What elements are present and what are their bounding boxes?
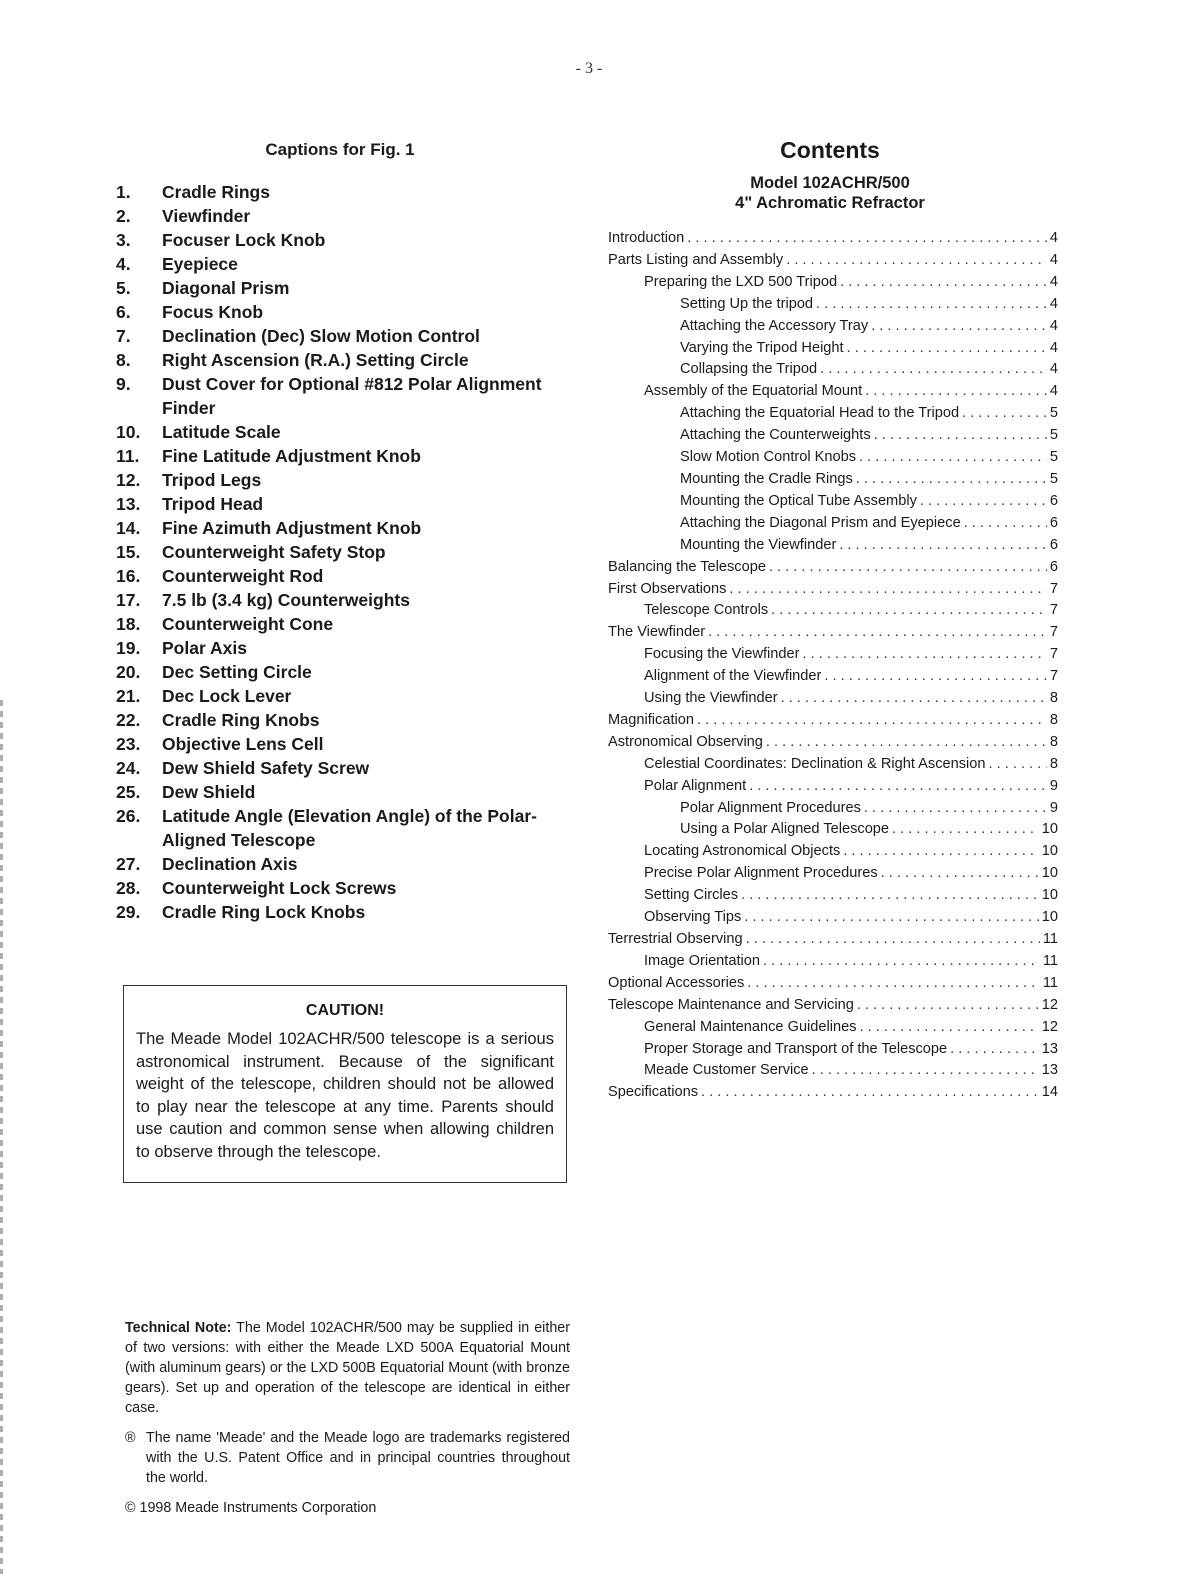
- caption-number: 11.: [116, 446, 140, 466]
- toc-entry: [608, 754, 1058, 776]
- toc-entry-title: Proper Storage and Transport of the Telescope: [644, 1040, 948, 1057]
- toc-dot-leader: [989, 754, 1047, 776]
- technical-note-label: Technical Note:: [125, 1320, 232, 1336]
- caption-item: [116, 708, 566, 732]
- caption-item: [116, 756, 566, 780]
- toc-entry-title: Locating Astronomical Objects: [644, 843, 841, 860]
- caption-item: [116, 180, 566, 204]
- toc-entry-title: Magnification: [608, 711, 694, 728]
- caption-item: [116, 228, 566, 252]
- toc-entry: [608, 338, 1058, 360]
- toc-entry-page: 12: [1041, 1018, 1058, 1035]
- toc-entry-page: 8: [1049, 755, 1058, 772]
- toc-entry-page: 9: [1049, 799, 1058, 816]
- caption-number: 23.: [116, 734, 141, 754]
- toc-dot-leader: [864, 798, 1047, 820]
- toc-entry: [608, 644, 1058, 666]
- toc-entry-title: Collapsing the Tripod: [680, 361, 818, 378]
- caption-item: [116, 516, 566, 540]
- toc-entry-page: 10: [1041, 909, 1058, 926]
- toc-dot-leader: [865, 381, 1047, 403]
- toc-entry-page: 8: [1049, 733, 1058, 750]
- toc-entry-title: Celestial Coordinates: Declination & Right Ascension: [644, 755, 986, 772]
- caption-number: 14.: [116, 518, 141, 538]
- toc-entry-page: 5: [1049, 427, 1058, 444]
- caption-text: 7.5 lb (3.4 kg) Counterweights: [162, 590, 410, 610]
- caption-number: 4.: [116, 254, 131, 274]
- registered-icon: ®: [125, 1430, 136, 1446]
- toc-entry-page: 4: [1049, 383, 1058, 400]
- caption-item: [116, 780, 566, 804]
- toc-entry-page: 11: [1042, 931, 1058, 947]
- caption-number: 13.: [116, 494, 141, 514]
- toc-entry-title: Image Orientation: [644, 952, 761, 969]
- table-of-contents: [608, 228, 1058, 1104]
- toc-entry-page: 14: [1041, 1084, 1058, 1101]
- caption-item: [116, 804, 566, 852]
- toc-entry-page: 4: [1049, 317, 1058, 334]
- caption-text: Dec Setting Circle: [162, 662, 312, 682]
- caption-text: Focus Knob: [162, 302, 264, 322]
- caption-text: Eyepiece: [162, 254, 238, 274]
- toc-entry-title: Mounting the Cradle Rings: [680, 470, 853, 487]
- toc-entry-title: The Viewfinder: [608, 624, 706, 641]
- toc-dot-leader: [687, 228, 1047, 250]
- toc-entry: [608, 250, 1058, 272]
- toc-dot-leader: [962, 403, 1047, 425]
- toc-dot-leader: [812, 1060, 1039, 1082]
- caption-number: 12.: [116, 470, 141, 490]
- toc-dot-leader: [771, 600, 1047, 622]
- toc-entry-page: 6: [1049, 492, 1058, 509]
- toc-entry: [608, 1082, 1058, 1104]
- toc-entry-page: 13: [1041, 1040, 1058, 1057]
- caption-item: [116, 564, 566, 588]
- toc-dot-leader: [839, 535, 1047, 557]
- toc-entry-page: 8: [1049, 690, 1058, 707]
- toc-entry-title: General Maintenance Guidelines: [644, 1018, 857, 1035]
- toc-entry-page: 4: [1049, 273, 1058, 290]
- caption-text: Latitude Scale: [162, 422, 281, 442]
- toc-entry: [608, 469, 1058, 491]
- copyright-notice: © 1998 Meade Instruments Corporation: [125, 1500, 377, 1516]
- toc-entry-title: Setting Up the tripod: [680, 295, 814, 312]
- toc-entry: [608, 579, 1058, 601]
- caption-item: [116, 300, 566, 324]
- caption-item: [116, 636, 566, 660]
- toc-entry-page: 11: [1042, 974, 1058, 991]
- trademark-text: The name 'Meade' and the Meade logo are trademarks registered with the U.S. Patent Office and in principal countries throughout the world.: [146, 1430, 570, 1486]
- toc-entry-page: 6: [1049, 558, 1058, 575]
- toc-entry: [608, 841, 1058, 863]
- toc-entry-title: Mounting the Optical Tube Assembly: [680, 492, 917, 509]
- caption-number: 20.: [116, 662, 141, 682]
- caption-item: [116, 252, 566, 276]
- caption-text: Tripod Legs: [162, 470, 262, 490]
- caption-number: 16.: [116, 566, 141, 586]
- toc-entry-page: 12: [1041, 996, 1058, 1013]
- toc-dot-leader: [763, 951, 1040, 973]
- caption-text: Diagonal Prism: [162, 278, 290, 298]
- toc-entry: [608, 535, 1058, 557]
- toc-entry-title: Using a Polar Aligned Telescope: [680, 821, 890, 838]
- toc-dot-leader: [859, 447, 1047, 469]
- toc-entry-title: Introduction: [608, 230, 685, 246]
- toc-dot-leader: [766, 732, 1047, 754]
- caption-item: [116, 588, 566, 612]
- toc-entry: [608, 1017, 1058, 1039]
- caption-item: [116, 372, 566, 420]
- contents-subtitle: 4" Achromatic Refractor: [735, 194, 925, 212]
- caption-text: Cradle Ring Knobs: [162, 710, 320, 730]
- toc-entry: [608, 600, 1058, 622]
- toc-entry-page: 6: [1049, 514, 1058, 531]
- toc-entry-page: 4: [1049, 339, 1058, 356]
- caution-text: The Meade Model 102ACHR/500 telescope is a serious astronomical instrument. Because of the significant weight of the telescope, children should not be allowed to play near the telescope at any time. Parents should use caution and common sense when allowing children to observe through the telescope.: [136, 1030, 554, 1161]
- caption-text: Cradle Ring Lock Knobs: [162, 902, 366, 922]
- toc-entry-page: 4: [1049, 251, 1058, 268]
- toc-dot-leader: [874, 425, 1047, 447]
- toc-entry-title: First Observations: [608, 580, 727, 597]
- toc-entry-page: 7: [1049, 646, 1058, 663]
- toc-entry-page: 7: [1049, 602, 1058, 619]
- toc-entry-title: Assembly of the Equatorial Mount: [644, 383, 863, 400]
- caption-item: [116, 444, 566, 468]
- caption-item: [116, 492, 566, 516]
- caption-number: 29.: [116, 902, 141, 922]
- caption-text: Polar Axis: [162, 638, 247, 658]
- toc-entry-page: 4: [1049, 230, 1058, 246]
- toc-entry-title: Using the Viewfinder: [644, 690, 778, 707]
- caption-text: Focuser Lock Knob: [162, 230, 326, 250]
- caption-text: Right Ascension (R.A.) Setting Circle: [162, 350, 469, 370]
- toc-entry-page: 5: [1049, 470, 1058, 487]
- toc-entry-page: 8: [1049, 711, 1058, 728]
- toc-entry-title: Attaching the Accessory Tray: [680, 317, 869, 334]
- caption-number: 25.: [116, 782, 141, 802]
- caption-number: 26.: [116, 806, 141, 826]
- toc-dot-leader: [847, 338, 1047, 360]
- caption-item: [116, 348, 566, 372]
- toc-entry: [608, 951, 1058, 973]
- caption-text: Counterweight Cone: [162, 614, 334, 634]
- toc-dot-leader: [708, 622, 1047, 644]
- toc-entry-page: 10: [1041, 843, 1058, 860]
- toc-entry: [608, 228, 1058, 250]
- caption-text: Counterweight Rod: [162, 566, 324, 586]
- captions-list: [116, 180, 566, 924]
- toc-entry: [608, 1060, 1058, 1082]
- toc-entry-title: Attaching the Diagonal Prism and Eyepiece: [680, 514, 961, 531]
- caption-text: Dew Shield Safety Screw: [162, 758, 370, 778]
- caption-number: 7.: [116, 326, 131, 346]
- caption-text: Latitude Angle (Elevation Angle) of the Polar-Aligned Telescope: [162, 806, 537, 850]
- toc-entry-page: 5: [1049, 449, 1058, 466]
- toc-dot-leader: [840, 272, 1047, 294]
- toc-entry: [608, 622, 1058, 644]
- toc-dot-leader: [744, 907, 1038, 929]
- caption-item: [116, 420, 566, 444]
- toc-dot-leader: [856, 469, 1047, 491]
- toc-entry-title: Astronomical Observing: [608, 733, 763, 750]
- toc-entry-page: 10: [1041, 821, 1058, 838]
- caption-text: Declination (Dec) Slow Motion Control: [162, 326, 480, 346]
- toc-dot-leader: [857, 995, 1039, 1017]
- caption-text: Objective Lens Cell: [162, 734, 324, 754]
- toc-entry: [608, 1039, 1058, 1061]
- toc-entry-page: 10: [1041, 887, 1058, 904]
- toc-dot-leader: [964, 513, 1047, 535]
- toc-entry-title: Focusing the Viewfinder: [644, 646, 800, 663]
- toc-entry-title: Polar Alignment Procedures: [680, 799, 861, 816]
- toc-entry: [608, 425, 1058, 447]
- caption-number: 15.: [116, 542, 141, 562]
- toc-entry: [608, 973, 1058, 995]
- scan-edge-artifact: [0, 700, 3, 1574]
- toc-entry-page: 7: [1049, 580, 1058, 597]
- toc-entry: [608, 907, 1058, 929]
- toc-dot-leader: [881, 863, 1039, 885]
- caution-title: CAUTION!: [305, 1002, 385, 1019]
- technical-note: [125, 1318, 570, 1418]
- toc-entry: [608, 688, 1058, 710]
- caption-number: 6.: [116, 302, 131, 322]
- toc-dot-leader: [816, 294, 1047, 316]
- caption-text: Dust Cover for Optional #812 Polar Alignment Finder: [162, 374, 542, 418]
- toc-entry: [608, 381, 1058, 403]
- caption-item: [116, 732, 566, 756]
- caption-number: 1.: [116, 182, 131, 202]
- caption-text: Fine Azimuth Adjustment Knob: [162, 518, 422, 538]
- toc-entry: [608, 776, 1058, 798]
- toc-dot-leader: [820, 359, 1047, 381]
- toc-entry-title: Attaching the Equatorial Head to the Tripod: [680, 405, 960, 422]
- toc-dot-leader: [746, 929, 1040, 951]
- toc-entry-page: 13: [1041, 1062, 1058, 1079]
- caption-item: [116, 612, 566, 636]
- toc-entry-title: Setting Circles: [644, 887, 739, 904]
- toc-entry-page: 6: [1049, 536, 1058, 553]
- caption-item: [116, 540, 566, 564]
- toc-entry-page: 4: [1049, 295, 1058, 312]
- toc-entry-page: 10: [1041, 865, 1058, 882]
- toc-entry: [608, 359, 1058, 381]
- toc-entry: [608, 798, 1058, 820]
- toc-dot-leader: [824, 666, 1046, 688]
- toc-entry-title: Attaching the Counterweights: [680, 427, 871, 444]
- toc-entry: [608, 885, 1058, 907]
- caption-number: 17.: [116, 590, 141, 610]
- caption-text: Viewfinder: [162, 206, 251, 226]
- toc-entry-title: Slow Motion Control Knobs: [680, 449, 857, 466]
- technical-note-text: The Model 102ACHR/500 may be supplied in either of two versions: with either the Meade LXD 500A Equatorial Mount (with aluminum gears) or the LXD 500B Equatorial Mount (with bronze gears). Set up and operation of the telescope are identical in either case.: [125, 1320, 570, 1416]
- toc-dot-leader: [769, 557, 1047, 579]
- caption-item: [116, 660, 566, 684]
- toc-entry: [608, 403, 1058, 425]
- caption-text: Dew Shield: [162, 782, 256, 802]
- toc-dot-leader: [729, 579, 1046, 601]
- caption-item: [116, 900, 566, 924]
- toc-entry: [608, 710, 1058, 732]
- caption-number: 24.: [116, 758, 141, 778]
- toc-entry-page: 4: [1049, 361, 1058, 378]
- caption-number: 9.: [116, 374, 131, 394]
- caption-text: Tripod Head: [162, 494, 264, 514]
- toc-dot-leader: [860, 1017, 1039, 1039]
- caption-text: Declination Axis: [162, 854, 298, 874]
- caption-number: 21.: [116, 686, 141, 706]
- toc-entry: [608, 294, 1058, 316]
- toc-entry-title: Terrestrial Observing: [608, 931, 743, 947]
- caption-number: 27.: [116, 854, 141, 874]
- toc-entry: [608, 863, 1058, 885]
- toc-entry-page: 7: [1049, 624, 1058, 641]
- toc-dot-leader: [741, 885, 1039, 907]
- caption-text: Counterweight Safety Stop: [162, 542, 386, 562]
- caption-number: 2.: [116, 206, 131, 226]
- toc-entry-title: Mounting the Viewfinder: [680, 536, 837, 553]
- toc-entry: [608, 447, 1058, 469]
- caption-number: 10.: [116, 422, 141, 442]
- caption-text: Fine Latitude Adjustment Knob: [162, 446, 421, 466]
- toc-dot-leader: [697, 710, 1047, 732]
- caption-number: 28.: [116, 878, 141, 898]
- toc-entry-title: Telescope Maintenance and Servicing: [608, 996, 854, 1013]
- caption-item: [116, 324, 566, 348]
- caption-text: Cradle Rings: [162, 182, 270, 202]
- toc-dot-leader: [749, 776, 1047, 798]
- caption-number: 19.: [116, 638, 141, 658]
- caption-number: 3.: [116, 230, 131, 250]
- toc-entry-page: 5: [1049, 405, 1058, 422]
- caption-item: [116, 684, 566, 708]
- contents-title: Contents: [780, 137, 880, 163]
- caption-number: 8.: [116, 350, 131, 370]
- caption-number: 22.: [116, 710, 141, 730]
- toc-entry: [608, 316, 1058, 338]
- trademark-notice: [125, 1428, 570, 1488]
- toc-entry: [608, 557, 1058, 579]
- caption-number: 18.: [116, 614, 141, 634]
- toc-dot-leader: [892, 819, 1039, 841]
- toc-dot-leader: [803, 644, 1047, 666]
- toc-entry-title: Polar Alignment: [644, 777, 747, 794]
- toc-entry-title: Varying the Tripod Height: [680, 339, 844, 356]
- toc-entry-title: Alignment of the Viewfinder: [644, 668, 822, 685]
- toc-entry-title: Observing Tips: [644, 909, 742, 926]
- toc-dot-leader: [843, 841, 1038, 863]
- caption-item: [116, 276, 566, 300]
- toc-dot-leader: [786, 250, 1047, 272]
- caution-box: [123, 985, 567, 1183]
- toc-dot-leader: [701, 1082, 1039, 1104]
- caption-item: [116, 852, 566, 876]
- toc-entry: [608, 491, 1058, 513]
- caption-text: Counterweight Lock Screws: [162, 878, 397, 898]
- toc-entry-page: 7: [1049, 668, 1058, 685]
- caption-item: [116, 204, 566, 228]
- toc-dot-leader: [747, 973, 1040, 995]
- toc-dot-leader: [920, 491, 1047, 513]
- toc-entry-title: Telescope Controls: [644, 602, 769, 619]
- page-number: - 3 -: [575, 60, 603, 77]
- caption-text: Dec Lock Lever: [162, 686, 292, 706]
- contents-model: Model 102ACHR/500: [750, 174, 910, 192]
- toc-entry-title: Specifications: [608, 1084, 699, 1101]
- toc-entry: [608, 513, 1058, 535]
- toc-entry: [608, 819, 1058, 841]
- toc-entry: [608, 929, 1058, 951]
- toc-entry-title: Precise Polar Alignment Procedures: [644, 865, 878, 882]
- toc-dot-leader: [950, 1039, 1039, 1061]
- toc-entry-title: Preparing the LXD 500 Tripod: [644, 273, 838, 290]
- toc-entry: [608, 995, 1058, 1017]
- toc-dot-leader: [781, 688, 1047, 710]
- toc-entry: [608, 272, 1058, 294]
- toc-entry-title: Balancing the Telescope: [608, 558, 766, 575]
- toc-entry: [608, 666, 1058, 688]
- caption-item: [116, 468, 566, 492]
- caption-number: 5.: [116, 278, 131, 298]
- toc-entry-page: 9: [1049, 777, 1058, 794]
- caption-item: [116, 876, 566, 900]
- toc-dot-leader: [871, 316, 1047, 338]
- toc-entry-title: Optional Accessories: [608, 974, 745, 991]
- toc-entry-title: Meade Customer Service: [644, 1062, 809, 1079]
- toc-entry-page: 11: [1042, 952, 1058, 969]
- toc-entry-title: Parts Listing and Assembly: [608, 251, 784, 268]
- toc-entry: [608, 732, 1058, 754]
- captions-title: Captions for Fig. 1: [265, 140, 415, 159]
